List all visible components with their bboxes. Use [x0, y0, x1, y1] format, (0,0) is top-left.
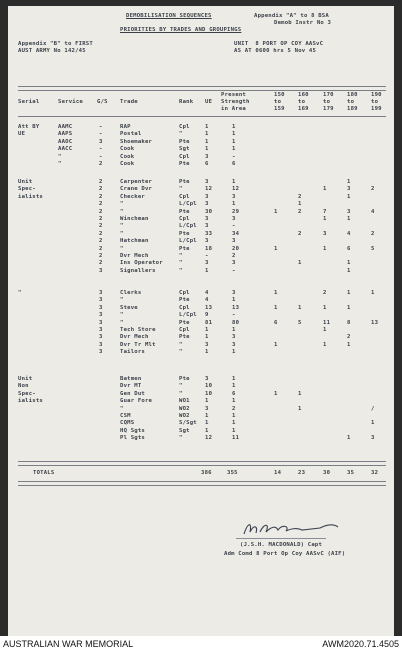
col-group-150-line-3: 159: [274, 106, 285, 112]
cell-g150: 1: [274, 304, 278, 311]
totals-160: 23: [298, 470, 306, 476]
cell-gs: -: [99, 131, 103, 138]
cell-present: 1: [232, 398, 236, 405]
cell-service: AACC: [58, 146, 73, 153]
cell-ue: 18: [205, 245, 213, 252]
cell-gs: 3: [99, 334, 103, 341]
cell-g150: 1: [274, 341, 278, 348]
cell-trade: HQ Sgts: [120, 427, 145, 434]
cell-present: -: [232, 312, 236, 319]
cell-g170: 1: [323, 216, 327, 222]
demob-instruction: Demob Instr No 3: [274, 20, 332, 26]
cell-gs: 3: [99, 327, 103, 333]
cell-g170: 1: [323, 341, 327, 348]
cell-trade: Crane Dvr: [120, 186, 153, 193]
cell-rank: Pte: [179, 230, 190, 237]
signatory-unit: Adm Comd 8 Port Op Coy AASvC (AIF): [224, 551, 346, 557]
totals-rule-bottom: [18, 481, 386, 486]
archive-footer: [0, 636, 402, 653]
cell-g190: 1: [371, 290, 375, 296]
col-service: Service: [58, 99, 83, 105]
cell-present: 3: [232, 334, 236, 341]
cell-rank: Pte: [179, 297, 190, 304]
col-group-150-line-2: to: [274, 99, 282, 105]
cell-rank: ": [179, 383, 183, 390]
cell-rank: Pte: [179, 334, 190, 341]
col-group-190-line-2: to: [371, 99, 379, 105]
cell-ue: 3: [205, 201, 209, 208]
cell-ue: 3: [205, 341, 209, 348]
cell-ue: 1: [205, 146, 209, 153]
cell-ue: 3: [205, 376, 209, 382]
cell-rank: ": [179, 341, 183, 348]
cell-ue: 3: [205, 216, 209, 222]
cell-g180: 2: [347, 334, 351, 341]
cell-ue: 30: [205, 208, 213, 215]
cell-gs: 3: [99, 341, 103, 348]
cell-trade: Postal: [120, 131, 142, 138]
cell-gs: 2: [99, 238, 103, 245]
cell-ue: 3: [205, 193, 209, 200]
cell-g150: 6: [274, 319, 278, 326]
cell-rank: Cpl: [179, 304, 190, 311]
cell-trade: Ins Operator: [120, 260, 163, 267]
cell-gs: -: [99, 153, 103, 160]
cell-present: 11: [232, 435, 240, 442]
cell-g170: 11: [323, 319, 331, 326]
cell-trade: Dvr Mech: [120, 334, 149, 341]
cell-g160: 1: [298, 304, 302, 311]
cell-rank: Cpl: [179, 327, 190, 333]
cell-rank: Cpl: [179, 153, 190, 160]
cell-present: 1: [232, 427, 236, 434]
cell-present: 3: [232, 238, 236, 245]
col-group-180-line-2: to: [347, 99, 355, 105]
cell-trade: Gen Dut: [120, 390, 145, 397]
cell-present: 1: [232, 327, 236, 333]
cell-rank: S/Sgt: [179, 420, 197, 427]
header-rule: [18, 86, 386, 91]
cell-present: -: [232, 267, 236, 274]
cell-g190: 13: [371, 319, 379, 326]
cell-rank: WO1: [179, 398, 190, 405]
cell-ue: 1: [205, 398, 209, 405]
cell-present: 80: [232, 319, 240, 326]
cell-gs: 2: [99, 186, 103, 193]
unit-line-2: AS AT 0600 hrs 5 Nov 45: [234, 48, 317, 54]
cell-g160: 1: [298, 260, 302, 267]
cell-rank: L/Cpl: [179, 201, 197, 208]
cell-trade: ": [120, 297, 124, 304]
cell-gs: 3: [99, 138, 103, 145]
cell-gs: 3: [99, 349, 103, 356]
col-group-160-line-1: 160: [298, 92, 309, 98]
col-group-170-line-3: 179: [323, 106, 334, 112]
archive-name: AUSTRALIAN WAR MEMORIAL: [3, 639, 134, 649]
cell-g180: 1: [347, 216, 351, 222]
cell-rank: ": [179, 390, 183, 397]
cell-gs: 3: [99, 267, 103, 274]
cell-present: 13: [232, 304, 240, 311]
cell-gs: 2: [99, 208, 103, 215]
cell-ue: 33: [205, 230, 213, 237]
col-group-180-line-3: 189: [347, 106, 358, 112]
section-label: Unit: [18, 179, 33, 185]
cell-ue: 1: [205, 124, 209, 130]
totals-rule-top: [18, 461, 386, 466]
col-group-190-line-1: 190: [371, 92, 382, 98]
section-label: Unit: [18, 376, 33, 382]
cell-gs: 2: [99, 201, 103, 208]
cell-g160: 2: [298, 208, 302, 215]
cell-ue: 1: [205, 334, 209, 341]
cell-rank: WO2: [179, 413, 190, 419]
cell-present: 3: [232, 341, 236, 348]
cell-gs: 2: [99, 161, 103, 167]
cell-trade: CQMS: [120, 420, 135, 427]
cell-g160: 1: [298, 201, 302, 208]
cell-trade: ": [120, 201, 124, 208]
cell-rank: L/Cpl: [179, 312, 197, 319]
cell-ue: 3: [205, 405, 209, 412]
cell-ue: 1: [205, 413, 209, 419]
col-ue: UE: [205, 99, 213, 105]
cell-present: 1: [232, 376, 236, 382]
cell-trade: Steve: [120, 304, 138, 311]
cell-ue: 12: [205, 186, 213, 193]
cell-present: 1: [232, 383, 236, 390]
cell-ue: 6: [205, 161, 209, 167]
cell-g150: 1: [274, 290, 278, 296]
cell-g190: 5: [371, 245, 375, 252]
cell-g180: 1: [347, 290, 351, 296]
cell-ue: 3: [205, 238, 209, 245]
cell-rank: Sgt: [179, 427, 190, 434]
archive-id: AWM2020.71.4505: [322, 639, 399, 649]
col-group-190-line-3: 199: [371, 106, 382, 112]
cell-ue: 12: [205, 435, 213, 442]
cell-trade: Cook: [120, 161, 135, 167]
cell-trade: ": [120, 312, 124, 319]
totals-150: 14: [274, 470, 282, 476]
cell-g150: 1: [274, 390, 278, 397]
cell-trade: Dvr MT: [120, 383, 142, 390]
cell-gs: 2: [99, 179, 103, 185]
cell-present: 6: [232, 161, 236, 167]
col-rank: Rank: [179, 99, 194, 105]
cell-gs: -: [99, 146, 103, 153]
cell-trade: Pl Sgts: [120, 435, 145, 442]
cell-g180: 4: [347, 230, 351, 237]
cell-trade: Carpenter: [120, 179, 153, 185]
cell-ue: 1: [205, 349, 209, 356]
cell-ue: 9: [205, 312, 209, 319]
cell-trade: Winchman: [120, 216, 149, 222]
cell-g160: 2: [298, 230, 302, 237]
col-group-180-line-1: 180: [347, 92, 358, 98]
cell-g170: 1: [323, 186, 327, 193]
cell-present: 1: [232, 179, 236, 185]
cell-rank: Pte: [179, 208, 190, 215]
cell-g170: 3: [323, 230, 327, 237]
cell-present: 1: [232, 349, 236, 356]
cell-g150: 1: [274, 245, 278, 252]
cell-g190: 2: [371, 186, 375, 193]
cell-ue: 4: [205, 297, 209, 304]
col-present-2: Strength: [221, 99, 250, 105]
cell-rank: Cpl: [179, 290, 190, 296]
cell-present: 1: [232, 138, 236, 145]
section-label: ialists: [18, 193, 43, 200]
section-label: UE: [18, 131, 26, 138]
cell-ue: 10: [205, 390, 213, 397]
cell-g190: /: [371, 405, 375, 412]
columns-rule: [18, 116, 386, 117]
cell-rank: ": [179, 253, 183, 259]
cell-gs: 2: [99, 253, 103, 259]
cell-rank: Pte: [179, 376, 190, 382]
cell-g160: 1: [298, 405, 302, 412]
cell-ue: 4: [205, 290, 209, 296]
cell-g180: 6: [347, 245, 351, 252]
cell-ue: -: [205, 253, 209, 259]
cell-ue: 3: [205, 179, 209, 185]
cell-ue: 3: [205, 260, 209, 267]
cell-rank: L/Cpl: [179, 238, 197, 245]
cell-gs: 2: [99, 193, 103, 200]
cell-g160: 2: [298, 193, 302, 200]
cell-g180: 1: [347, 435, 351, 442]
cell-g170: 2: [323, 290, 327, 296]
cell-g180: 1: [347, 341, 351, 348]
cell-trade: Batmen: [120, 376, 142, 382]
cell-present: 29: [232, 208, 240, 215]
col-serial: Serial: [18, 99, 40, 105]
section-label: Spec-: [18, 186, 36, 193]
col-present-3: in Area: [221, 106, 246, 112]
cell-g180: 1: [347, 179, 351, 185]
cell-ue: 1: [205, 267, 209, 274]
cell-trade: Checker: [120, 193, 145, 200]
cell-trade: Tailors: [120, 349, 145, 356]
cell-present: 1: [232, 124, 236, 130]
cell-g180: 3: [347, 208, 351, 215]
cell-ue: 3: [205, 153, 209, 160]
cell-rank: ": [179, 435, 183, 442]
cell-service: ": [58, 161, 62, 167]
section-label: Att BY: [18, 124, 40, 130]
cell-trade: Shoemaker: [120, 138, 153, 145]
cell-g180: 8: [347, 319, 351, 326]
cell-present: 3: [232, 216, 236, 222]
cell-g180: 1: [347, 267, 351, 274]
cell-g190: 2: [371, 230, 375, 237]
cell-present: 1: [232, 297, 236, 304]
cell-present: 3: [232, 290, 236, 296]
cell-gs: 3: [99, 312, 103, 319]
cell-gs: 3: [99, 304, 103, 311]
totals-190: 32: [371, 470, 379, 476]
cell-present: 1: [232, 131, 236, 138]
cell-rank: ": [179, 260, 183, 267]
cell-rank: Pte: [179, 245, 190, 252]
cell-rank: Cpl: [179, 124, 190, 130]
cell-rank: ": [179, 349, 183, 356]
cell-trade: RAP: [120, 124, 131, 130]
col-gs: G/S: [97, 99, 108, 105]
reference-line-2: AUST ARMY No 142/45: [18, 48, 86, 54]
signature-scribble: [240, 518, 350, 540]
cell-trade: Hatchman: [120, 238, 149, 245]
cell-service: AAPS: [58, 131, 73, 138]
totals-present: 355: [227, 470, 238, 476]
section-label: ialists: [18, 398, 43, 405]
cell-service: AAOC: [58, 138, 73, 145]
cell-trade: ": [120, 208, 124, 215]
totals-ue: 386: [201, 470, 212, 476]
reference-line-1: Appendix "B" to FIRST: [18, 41, 93, 47]
cell-present: 2: [232, 405, 236, 412]
cell-g180: 1: [347, 260, 351, 267]
cell-trade: Cook: [120, 146, 135, 153]
cell-rank: WO2: [179, 405, 190, 412]
cell-present: 3: [232, 193, 236, 200]
cell-trade: CSM: [120, 413, 131, 419]
document-page: [8, 6, 394, 636]
col-present-1: Present: [221, 92, 246, 98]
cell-rank: ": [179, 131, 183, 138]
col-group-170-line-2: to: [323, 99, 331, 105]
cell-gs: 3: [99, 297, 103, 304]
cell-present: 1: [232, 413, 236, 419]
cell-ue: 1: [205, 427, 209, 434]
cell-rank: Pte: [179, 319, 190, 326]
cell-present: -: [232, 153, 236, 160]
cell-g170: 7: [323, 208, 327, 215]
cell-g150: 1: [274, 208, 278, 215]
cell-present: 12: [232, 186, 240, 193]
signature-line: [236, 538, 326, 539]
totals-170: 30: [323, 470, 331, 476]
appendix-reference: Appendix "A" to 8 BSA: [254, 13, 329, 19]
section-label: Spec-: [18, 390, 36, 397]
cell-g180: 3: [347, 186, 351, 193]
totals-label: TOTALS: [33, 470, 55, 476]
col-group-160-line-3: 169: [298, 106, 309, 112]
col-group-160-line-2: to: [298, 99, 306, 105]
cell-ue: 3: [205, 223, 209, 230]
cell-gs: 2: [99, 260, 103, 267]
cell-trade: ": [120, 223, 124, 230]
cell-present: 1: [232, 146, 236, 153]
section-label: ": [18, 290, 22, 296]
document-subtitle: PRIORITIES BY TRADES AND GROUPINGS: [120, 27, 242, 33]
cell-present: 34: [232, 230, 240, 237]
cell-trade: ": [120, 405, 124, 412]
cell-gs: 3: [99, 290, 103, 296]
col-group-170-line-1: 170: [323, 92, 334, 98]
cell-trade: Tech Store: [120, 327, 156, 333]
cell-present: -: [232, 223, 236, 230]
cell-g170: 1: [323, 304, 327, 311]
cell-rank: Pte: [179, 161, 190, 167]
cell-rank: ": [179, 186, 183, 193]
cell-rank: Cpl: [179, 216, 190, 222]
cell-trade: Guar Fore: [120, 398, 153, 405]
cell-ue: 13: [205, 304, 213, 311]
cell-ue: 81: [205, 319, 213, 326]
cell-trade: Signallers: [120, 267, 156, 274]
cell-g170: 1: [323, 327, 327, 333]
cell-service: AAMC: [58, 124, 73, 130]
cell-ue: 1: [205, 420, 209, 427]
signatory-name: (J.S.H. MACDONALD) Capt: [240, 542, 323, 548]
cell-gs: 2: [99, 230, 103, 237]
cell-rank: ": [179, 267, 183, 274]
cell-gs: 3: [99, 319, 103, 326]
col-group-150-line-1: 150: [274, 92, 285, 98]
cell-present: 6: [232, 390, 236, 397]
cell-rank: Cpl: [179, 193, 190, 200]
cell-trade: Dvr Tr Mlt: [120, 341, 156, 348]
cell-ue: 1: [205, 327, 209, 333]
cell-rank: Pte: [179, 179, 190, 185]
totals-180: 35: [347, 470, 355, 476]
cell-gs: -: [99, 124, 103, 130]
cell-present: 2: [232, 253, 236, 259]
cell-present: 1: [232, 201, 236, 208]
cell-ue: 1: [205, 131, 209, 138]
cell-trade: Dvr Mech: [120, 253, 149, 259]
cell-present: 3: [232, 260, 236, 267]
cell-service: ": [58, 153, 62, 160]
cell-trade: ": [120, 230, 124, 237]
cell-g190: 1: [371, 420, 375, 427]
document-title: DEMOBILISATION SEQUENCES: [126, 13, 212, 19]
cell-g160: 5: [298, 319, 302, 326]
cell-g190: 4: [371, 208, 375, 215]
cell-rank: L/Cpl: [179, 223, 197, 230]
cell-gs: 2: [99, 223, 103, 230]
cell-trade: ": [120, 245, 124, 252]
cell-g180: 1: [347, 193, 351, 200]
cell-rank: Sgt: [179, 146, 190, 153]
cell-g190: 3: [371, 435, 375, 442]
section-label: Non: [18, 383, 29, 390]
cell-trade: Cook: [120, 153, 135, 160]
cell-ue: 1: [205, 138, 209, 145]
cell-g170: 1: [323, 245, 327, 252]
cell-present: 20: [232, 245, 240, 252]
cell-g160: 1: [298, 390, 302, 397]
cell-trade: ": [120, 319, 124, 326]
cell-trade: Clerks: [120, 290, 142, 296]
cell-ue: 10: [205, 383, 213, 390]
unit-line-1: UNIT 8 PORT OP COY AASvC: [234, 41, 324, 47]
col-trade: Trade: [120, 99, 138, 105]
cell-g180: 1: [347, 304, 351, 311]
cell-present: 1: [232, 420, 236, 427]
cell-gs: 2: [99, 216, 103, 222]
cell-gs: 2: [99, 245, 103, 252]
cell-rank: Pte: [179, 138, 190, 145]
